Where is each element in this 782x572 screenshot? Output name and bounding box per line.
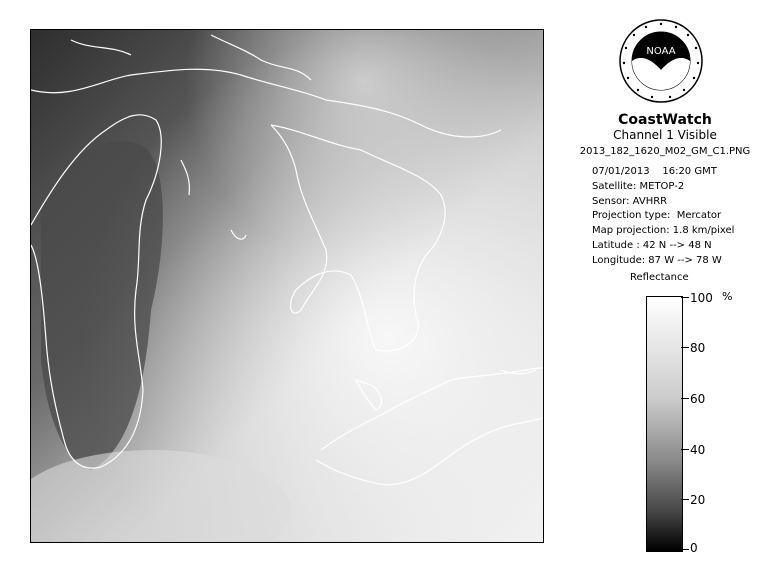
colorbar-tick-label: 100 <box>690 291 713 305</box>
longitude-label: Longitude: 87 W --> 78 W <box>592 255 722 266</box>
satellite-label: Satellite: METOP-2 <box>592 181 685 192</box>
satellite-image <box>30 29 544 543</box>
colorbar-tick-label: 80 <box>690 341 706 355</box>
latitude-label: Latitude : 42 N --> 48 N <box>592 240 712 251</box>
map-projection-label: Map projection: 1.8 km/pixel <box>592 225 735 236</box>
colorbar-tick <box>681 398 689 399</box>
colorbar-unit: % <box>722 290 733 303</box>
filename-label: 2013_182_1620_M02_GM_C1.PNG <box>579 146 751 157</box>
projection-type-label: Projection type: Mercator <box>592 210 722 221</box>
noaa-logo <box>618 18 704 104</box>
colorbar-tick-label: 40 <box>690 443 706 457</box>
datetime-label: 07/01/2013 16:20 GMT <box>592 166 717 177</box>
channel-label: Channel 1 Visible <box>613 128 717 142</box>
colorbar-title: Reflectance <box>630 272 689 283</box>
info-header <box>560 112 770 159</box>
colorbar-tick <box>681 499 689 500</box>
colorbar-tick <box>681 549 689 550</box>
sensor-label: Sensor: AVHRR <box>592 196 668 207</box>
reflectance-colorbar <box>646 296 683 552</box>
colorbar-tick <box>681 297 689 298</box>
app-title: CoastWatch <box>618 112 712 128</box>
colorbar-tick <box>681 449 689 450</box>
colorbar-tick-label: 20 <box>690 493 706 507</box>
colorbar-tick-label: 60 <box>690 392 706 406</box>
satellite-map <box>31 30 543 542</box>
logo-text: NOAA <box>646 46 676 57</box>
colorbar-tick-label: 0 <box>690 541 698 555</box>
colorbar-tick <box>681 347 689 348</box>
